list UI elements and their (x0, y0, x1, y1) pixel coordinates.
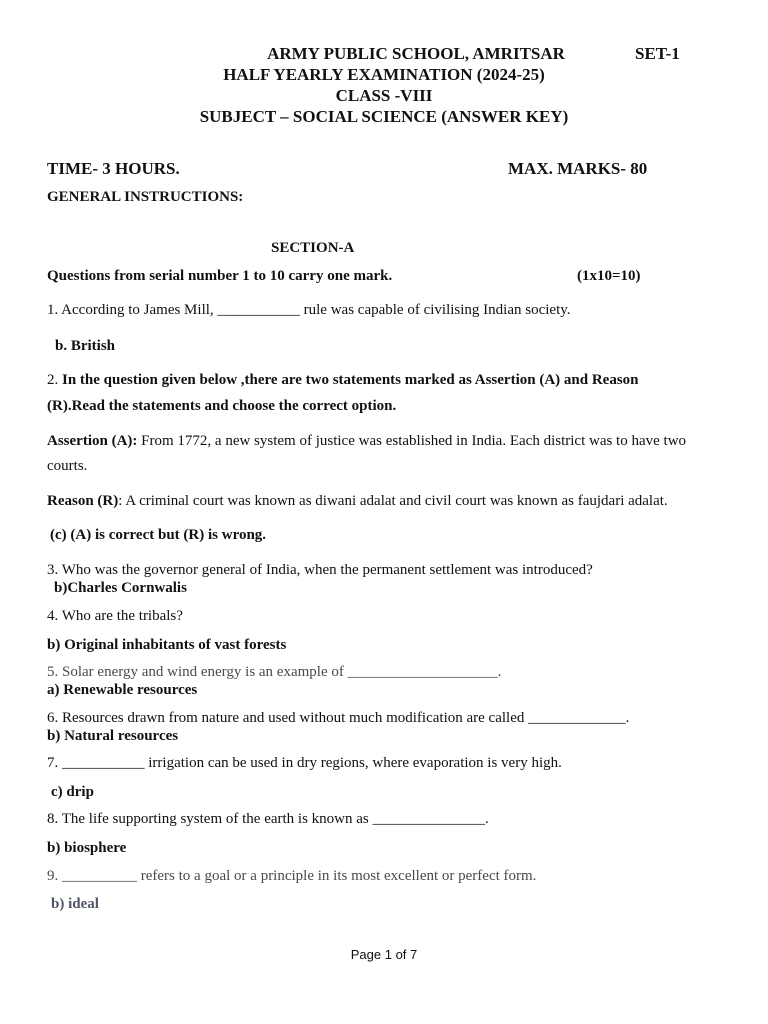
max-marks-label: MAX. MARKS- 80 (508, 159, 648, 178)
question-2-line-1 (47, 372, 639, 389)
reason (47, 493, 668, 510)
exam-title: HALF YEARLY EXAMINATION (2024-25) (223, 65, 545, 84)
assertion (47, 433, 686, 450)
assertion-label: Assertion (A): (47, 433, 138, 449)
section-marks: (1x10=10) (577, 268, 641, 284)
set-label: SET-1 (635, 44, 680, 63)
question-9: 9. __________ refers to a goal or a principle in its most excellent or perfect form. (47, 868, 537, 884)
answer-5: a) Renewable resources (47, 682, 198, 698)
question-1: 1. According to James Mill, ___________ rule was capable of civilising Indian society. (47, 302, 571, 318)
question-5: 5. Solar energy and wind energy is an example of ____________________. (47, 664, 502, 680)
question-4: 4. Who are the tribals? (47, 608, 183, 624)
answer-6: b) Natural resources (47, 728, 179, 744)
question-2-line-2: (R).Read the statements and choose the correct option. (47, 398, 397, 414)
reason-text: : A criminal court was known as diwani adalat and civil court was known as faujdari adalat. (118, 493, 668, 509)
school-name: ARMY PUBLIC SCHOOL, AMRITSAR (267, 44, 565, 63)
reason-label: Reason (R) (47, 493, 119, 509)
question-2-instruction: In the question given below ,there are two statements marked as Assertion (A) and Reason (62, 372, 639, 388)
section-title: SECTION-A (271, 240, 355, 256)
answer-1: b. British (55, 338, 116, 354)
class-title: CLASS -VIII (335, 86, 433, 105)
time-label: TIME- 3 HOURS. (47, 159, 180, 178)
assertion-text: From 1772, a new system of justice was established in India. Each district was to have two (137, 433, 687, 449)
question-3: 3. Who was the governor general of India, when the permanent settlement was introduced? (47, 562, 593, 578)
answer-4: b) Original inhabitants of vast forests (47, 637, 287, 653)
answer-9: b) ideal (51, 896, 99, 912)
question-2-number: 2. (47, 372, 62, 388)
assertion-continued: courts. (47, 458, 88, 474)
answer-7: c) drip (51, 784, 94, 800)
answer-2: (c) (A) is correct but (R) is wrong. (50, 527, 267, 543)
answer-3: b)Charles Cornwalis (54, 580, 187, 596)
question-8: 8. The life supporting system of the earth is known as _______________. (47, 811, 489, 827)
page-number: Page 1 of 7 (350, 947, 418, 962)
question-7: 7. ___________ irrigation can be used in dry regions, where evaporation is very high. (47, 755, 562, 771)
general-instructions: GENERAL INSTRUCTIONS: (47, 189, 244, 205)
section-note: Questions from serial number 1 to 10 carry one mark. (47, 268, 393, 284)
subject-title: SUBJECT – SOCIAL SCIENCE (ANSWER KEY) (199, 107, 569, 126)
answer-8: b) biosphere (47, 840, 127, 856)
question-6: 6. Resources drawn from nature and used without much modification are called _____________. (47, 710, 630, 726)
